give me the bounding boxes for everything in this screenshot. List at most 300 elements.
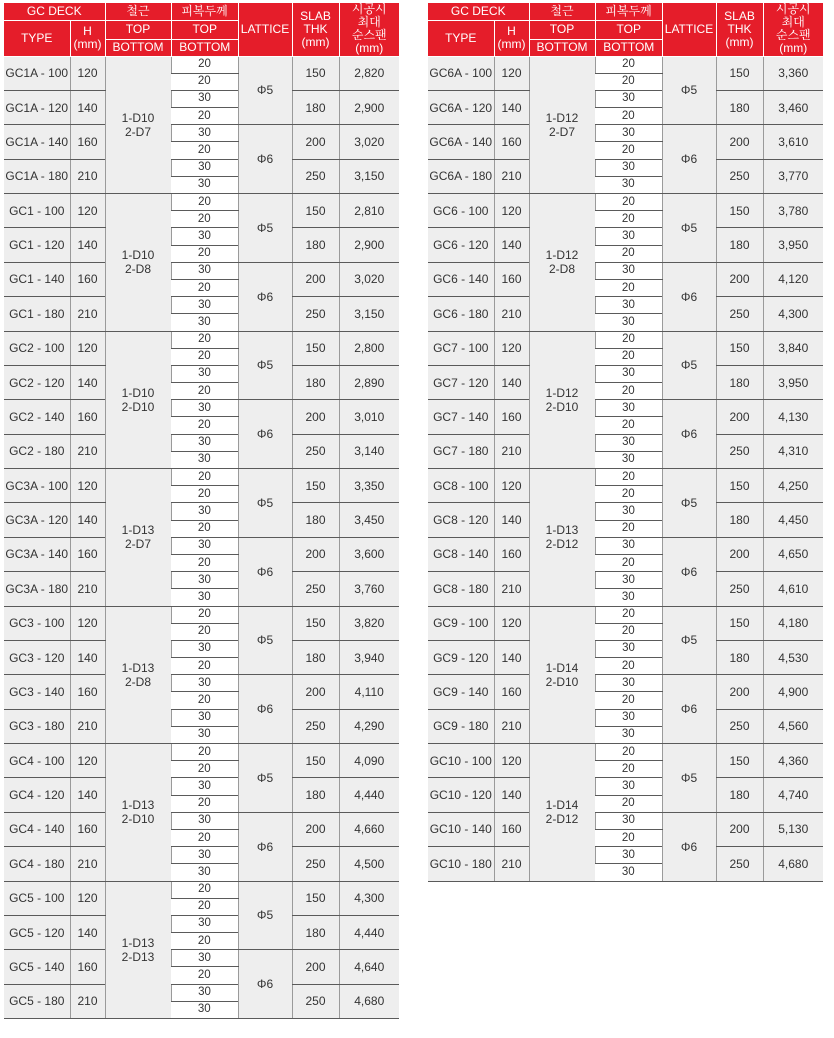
cell-slab-thk: 150: [292, 744, 339, 778]
cell-cover-top: 30: [595, 90, 662, 107]
cell-slab-thk: 180: [716, 228, 763, 262]
cell-height: 120: [494, 194, 529, 228]
cell-max-span: 2,820: [339, 56, 399, 90]
table-row: [4, 194, 399, 211]
cell-max-span: 3,950: [763, 365, 823, 399]
cell-slab-thk: 200: [716, 125, 763, 159]
header-text: GC DECK: [450, 3, 506, 18]
cell-max-span: 4,740: [763, 778, 823, 812]
cell-type: GC1A - 120: [4, 90, 70, 124]
cell-rebar: [529, 194, 595, 332]
cell-cover-bottom: 20: [171, 623, 238, 640]
cell-rebar: [529, 606, 595, 744]
cell-type: GC6A - 120: [428, 90, 494, 124]
cell-cover-bottom: 20: [171, 761, 238, 778]
cell-max-span: 4,250: [763, 469, 823, 503]
header-lattice: [238, 3, 292, 56]
header-text: GC DECK: [26, 3, 82, 18]
cell-type: GC3A - 100: [4, 469, 70, 503]
cell-type: GC2 - 100: [4, 331, 70, 365]
header-text: BOTTOM: [536, 40, 588, 54]
cell-height: 140: [494, 90, 529, 124]
cell-max-span: 4,440: [339, 915, 399, 949]
cell-height: 120: [70, 744, 105, 778]
cell-lattice: Φ5: [238, 194, 292, 263]
cell-slab-thk: 250: [716, 709, 763, 743]
cell-cover-bottom: 20: [595, 658, 662, 675]
cell-height: 210: [494, 297, 529, 331]
cell-type: GC3A - 180: [4, 572, 70, 606]
cell-max-span: 2,800: [339, 331, 399, 365]
cell-cover-top: 30: [171, 950, 238, 967]
rebar-bottom-value: 2-D12: [545, 812, 579, 827]
cell-height: 120: [494, 744, 529, 778]
cell-type: GC6A - 100: [428, 56, 494, 90]
table-row: [4, 606, 399, 623]
cell-slab-thk: 150: [292, 469, 339, 503]
header-rebar-top: [529, 20, 595, 39]
cell-type: GC7 - 120: [428, 365, 494, 399]
header-text: (mm): [725, 34, 754, 49]
cell-max-span: 4,180: [763, 606, 823, 640]
cell-lattice: Φ6: [238, 125, 292, 194]
cell-max-span: 3,460: [763, 90, 823, 124]
cell-height: 140: [494, 365, 529, 399]
cell-rebar: [105, 881, 171, 1019]
header-text: 철근: [126, 3, 150, 18]
cell-cover-bottom: 20: [171, 73, 238, 90]
cell-slab-thk: 200: [292, 950, 339, 984]
rebar-bottom-value: 2-D10: [545, 399, 579, 414]
cell-type: GC4 - 120: [4, 778, 70, 812]
cell-slab-thk: 180: [292, 503, 339, 537]
cell-height: 210: [70, 297, 105, 331]
cell-cover-top: 30: [171, 812, 238, 829]
cell-height: 160: [70, 950, 105, 984]
cell-lattice: Φ5: [662, 469, 716, 538]
header-text: BOTTOM: [179, 40, 231, 54]
table-row: [4, 400, 399, 417]
header-text: 철근: [550, 3, 574, 18]
cell-type: GC9 - 180: [428, 709, 494, 743]
cell-type: GC1 - 100: [4, 194, 70, 228]
cell-max-span: 4,650: [763, 537, 823, 571]
cell-type: GC1 - 180: [4, 297, 70, 331]
cell-type: GC6 - 100: [428, 194, 494, 228]
header-text: TYPE: [21, 30, 53, 45]
cell-lattice: Φ5: [662, 744, 716, 813]
cell-cover-bottom: 20: [595, 417, 662, 434]
header-h: [70, 20, 105, 56]
cell-type: GC3 - 100: [4, 606, 70, 640]
cell-lattice: Φ6: [238, 537, 292, 606]
cell-lattice: Φ6: [662, 262, 716, 331]
header-cover: [171, 3, 238, 20]
cell-height: 120: [70, 469, 105, 503]
cell-height: 210: [494, 159, 529, 193]
cell-type: GC10 - 120: [428, 778, 494, 812]
header-text: TOP: [192, 22, 217, 36]
cell-height: 140: [494, 640, 529, 674]
cell-slab-thk: 150: [716, 56, 763, 90]
table-body: [428, 56, 823, 881]
cell-slab-thk: 150: [292, 56, 339, 90]
cell-slab-thk: 200: [292, 537, 339, 571]
cell-slab-thk: 150: [716, 469, 763, 503]
table-row: [428, 675, 823, 692]
table-row: [428, 228, 823, 245]
cell-cover-bottom: 20: [171, 383, 238, 400]
cell-cover-bottom: 20: [595, 279, 662, 296]
cell-cover-top: 20: [595, 606, 662, 623]
header-slab-thk: [292, 3, 339, 56]
rebar-top-value: 1-D12: [545, 385, 579, 400]
cell-max-span: 4,440: [339, 778, 399, 812]
cell-type: GC3 - 120: [4, 640, 70, 674]
cell-cover-bottom: 20: [595, 623, 662, 640]
cell-slab-thk: 250: [716, 434, 763, 468]
cell-max-span: 3,150: [339, 297, 399, 331]
cell-cover-bottom: 30: [171, 451, 238, 468]
cell-max-span: 4,310: [763, 434, 823, 468]
cell-cover-top: 30: [595, 847, 662, 864]
cell-cover-top: 20: [595, 331, 662, 348]
cell-rebar: [529, 744, 595, 882]
table-row: [4, 434, 399, 451]
cell-cover-bottom: 30: [595, 451, 662, 468]
cell-cover-bottom: 20: [171, 245, 238, 262]
cell-type: GC3A - 140: [4, 537, 70, 571]
table-row: [428, 365, 823, 382]
cell-height: 140: [494, 503, 529, 537]
cell-cover-bottom: 20: [595, 554, 662, 571]
table-row: [428, 503, 823, 520]
header-text: TOP: [616, 22, 641, 36]
cell-max-span: 4,110: [339, 675, 399, 709]
cell-max-span: 3,770: [763, 159, 823, 193]
header-cover-bottom: [171, 39, 238, 56]
cell-slab-thk: 180: [716, 778, 763, 812]
rebar-bottom-value: 2-D8: [124, 262, 151, 277]
cell-slab-thk: 200: [292, 125, 339, 159]
cell-max-span: 4,680: [339, 984, 399, 1018]
cell-cover-top: 30: [171, 434, 238, 451]
cell-height: 140: [494, 778, 529, 812]
cell-max-span: 2,890: [339, 365, 399, 399]
cell-type: GC1A - 140: [4, 125, 70, 159]
cell-lattice: Φ6: [238, 262, 292, 331]
cell-height: 160: [494, 400, 529, 434]
cell-slab-thk: 250: [292, 847, 339, 881]
cell-slab-thk: 200: [716, 675, 763, 709]
cell-cover-bottom: 20: [171, 898, 238, 915]
header-slab-thk: [716, 3, 763, 56]
cell-height: 120: [70, 331, 105, 365]
cell-type: GC6A - 140: [428, 125, 494, 159]
header-text: 순스팬: [775, 28, 811, 43]
cell-height: 160: [494, 812, 529, 846]
table-row: [428, 778, 823, 795]
rebar-top-value: 1-D13: [121, 798, 155, 813]
cell-type: GC7 - 100: [428, 331, 494, 365]
cell-max-span: 4,120: [763, 262, 823, 296]
cell-slab-thk: 150: [292, 881, 339, 915]
table-row: [428, 262, 823, 279]
cell-type: GC8 - 140: [428, 537, 494, 571]
cell-height: 160: [70, 675, 105, 709]
cell-slab-thk: 200: [292, 675, 339, 709]
header-text: (mm): [301, 34, 330, 49]
cell-slab-thk: 250: [716, 159, 763, 193]
cell-type: GC8 - 100: [428, 469, 494, 503]
cell-max-span: 2,900: [339, 228, 399, 262]
cell-cover-top: 30: [171, 159, 238, 176]
rebar-top-value: 1-D13: [121, 523, 155, 538]
table-row: [428, 297, 823, 314]
rebar-bottom-value: 2-D7: [124, 124, 151, 139]
table-row: [428, 434, 823, 451]
rebar-bottom-value: 2-D7: [124, 537, 151, 552]
cell-lattice: Φ5: [238, 881, 292, 950]
cell-cover-bottom: 20: [171, 933, 238, 950]
cell-height: 210: [70, 572, 105, 606]
cell-cover-top: 30: [171, 400, 238, 417]
cell-cover-top: 30: [171, 847, 238, 864]
rebar-bottom-value: 2-D8: [124, 674, 151, 689]
cell-type: GC4 - 100: [4, 744, 70, 778]
table-row: [4, 950, 399, 967]
cell-type: GC9 - 100: [428, 606, 494, 640]
table-row: [4, 503, 399, 520]
rebar-bottom-value: 2-D10: [545, 674, 579, 689]
cell-height: 160: [494, 675, 529, 709]
cell-type: GC6 - 140: [428, 262, 494, 296]
cell-lattice: Φ5: [662, 606, 716, 675]
cell-cover-top: 30: [171, 778, 238, 795]
table-header: [4, 3, 399, 56]
header-text: THK: [303, 21, 328, 36]
cell-cover-bottom: 20: [171, 692, 238, 709]
cell-slab-thk: 180: [716, 503, 763, 537]
cell-cover-top: 30: [595, 812, 662, 829]
header-text: LATTICE: [664, 21, 714, 36]
cell-slab-thk: 180: [716, 365, 763, 399]
cell-slab-thk: 200: [292, 812, 339, 846]
cell-cover-bottom: 30: [595, 176, 662, 193]
cell-height: 140: [70, 640, 105, 674]
cell-cover-bottom: 20: [171, 108, 238, 125]
header-max-span: [763, 3, 823, 56]
header-text: (mm): [355, 41, 384, 56]
cell-cover-top: 30: [171, 365, 238, 382]
header-max-span: [339, 3, 399, 56]
cell-cover-bottom: 20: [171, 795, 238, 812]
cell-cover-top: 20: [171, 331, 238, 348]
table-row: [4, 744, 399, 761]
cell-cover-bottom: 20: [595, 73, 662, 90]
cell-cover-bottom: 20: [171, 829, 238, 846]
cell-lattice: Φ5: [238, 744, 292, 813]
cell-height: 140: [494, 228, 529, 262]
cell-cover-top: 30: [171, 503, 238, 520]
cell-cover-top: 20: [171, 881, 238, 898]
cell-cover-top: 30: [171, 262, 238, 279]
cell-max-span: 4,300: [339, 881, 399, 915]
header-text: 피복두께: [181, 3, 228, 18]
cell-type: GC5 - 100: [4, 881, 70, 915]
header-text: BOTTOM: [603, 40, 655, 54]
cell-type: GC5 - 180: [4, 984, 70, 1018]
cell-slab-thk: 180: [292, 778, 339, 812]
cell-max-span: 3,140: [339, 434, 399, 468]
cell-type: GC10 - 140: [428, 812, 494, 846]
cell-lattice: Φ6: [662, 812, 716, 881]
cell-slab-thk: 150: [292, 606, 339, 640]
cell-height: 140: [70, 915, 105, 949]
cell-cover-top: 30: [171, 90, 238, 107]
cell-cover-bottom: 20: [171, 658, 238, 675]
cell-cover-top: 30: [595, 159, 662, 176]
cell-height: 140: [70, 365, 105, 399]
cell-height: 160: [494, 262, 529, 296]
cell-type: GC8 - 120: [428, 503, 494, 537]
cell-max-span: 4,900: [763, 675, 823, 709]
cell-height: 210: [70, 984, 105, 1018]
cell-max-span: 3,010: [339, 400, 399, 434]
header-text: H: [507, 24, 516, 38]
rebar-bottom-value: 2-D12: [545, 537, 579, 552]
cell-height: 210: [494, 572, 529, 606]
cell-height: 140: [70, 778, 105, 812]
header-text: LATTICE: [240, 21, 290, 36]
cell-slab-thk: 250: [292, 984, 339, 1018]
cell-rebar: [105, 56, 171, 194]
cell-max-span: 4,360: [763, 744, 823, 778]
cell-slab-thk: 150: [716, 194, 763, 228]
cell-max-span: 4,090: [339, 744, 399, 778]
table-row: [428, 469, 823, 486]
cell-type: GC1 - 140: [4, 262, 70, 296]
rebar-top-value: 1-D10: [121, 110, 155, 125]
table-row: [428, 744, 823, 761]
rebar-bottom-value: 2-D13: [121, 949, 155, 964]
spec-table-1: [4, 3, 399, 1019]
rebar-bottom-value: 2-D7: [548, 124, 575, 139]
cell-slab-thk: 200: [716, 262, 763, 296]
header-text: 최대: [781, 15, 805, 30]
header-rebar: [529, 3, 595, 20]
cell-height: 140: [70, 228, 105, 262]
cell-cover-top: 30: [595, 640, 662, 657]
cell-cover-bottom: 20: [171, 142, 238, 159]
cell-max-span: 3,760: [339, 572, 399, 606]
cell-lattice: Φ5: [238, 56, 292, 125]
table-row: [4, 159, 399, 176]
cell-cover-bottom: 20: [595, 520, 662, 537]
header-text: SLAB: [724, 8, 755, 23]
table-row: [4, 56, 399, 73]
header-text: (mm): [779, 41, 808, 56]
cell-cover-top: 20: [595, 469, 662, 486]
cell-cover-top: 30: [595, 228, 662, 245]
rebar-top-value: 1-D13: [121, 660, 155, 675]
cell-height: 120: [494, 56, 529, 90]
cell-max-span: 4,450: [763, 503, 823, 537]
rebar-top-value: 1-D14: [545, 798, 579, 813]
cell-cover-bottom: 30: [171, 1001, 238, 1018]
cell-max-span: 4,530: [763, 640, 823, 674]
table-row: [4, 297, 399, 314]
table-body: [4, 56, 399, 1019]
cell-slab-thk: 180: [292, 365, 339, 399]
cell-lattice: Φ6: [662, 125, 716, 194]
cell-height: 120: [70, 606, 105, 640]
table-row: [4, 675, 399, 692]
cell-type: GC9 - 120: [428, 640, 494, 674]
header-text: TOP: [549, 22, 575, 36]
cell-rebar: [105, 469, 171, 607]
cell-lattice: Φ6: [238, 675, 292, 744]
cell-cover-bottom: 20: [595, 486, 662, 503]
cell-cover-top: 30: [171, 640, 238, 657]
cell-max-span: 3,940: [339, 640, 399, 674]
header-text: 최대: [357, 15, 381, 30]
cell-height: 160: [494, 537, 529, 571]
table-row: [428, 812, 823, 829]
cell-max-span: 3,020: [339, 125, 399, 159]
table-row: [428, 125, 823, 142]
cell-max-span: 4,500: [339, 847, 399, 881]
cell-cover-top: 30: [595, 537, 662, 554]
cell-cover-top: 30: [595, 503, 662, 520]
cell-height: 120: [494, 606, 529, 640]
cell-cover-top: 30: [595, 262, 662, 279]
table-row: [4, 778, 399, 795]
cell-cover-top: 20: [171, 56, 238, 73]
cell-height: 160: [70, 262, 105, 296]
cell-cover-bottom: 20: [595, 795, 662, 812]
cell-cover-top: 30: [171, 709, 238, 726]
cell-height: 160: [70, 400, 105, 434]
cell-slab-thk: 200: [716, 537, 763, 571]
cell-slab-thk: 200: [716, 812, 763, 846]
table-row: [4, 984, 399, 1001]
rebar-top-value: 1-D12: [545, 248, 579, 263]
cell-height: 160: [70, 812, 105, 846]
cell-lattice: Φ5: [662, 331, 716, 400]
rebar-top-value: 1-D10: [121, 248, 155, 263]
cell-cover-bottom: 30: [171, 864, 238, 881]
cell-height: 120: [494, 469, 529, 503]
header-type: [428, 20, 494, 56]
cell-slab-thk: 150: [716, 606, 763, 640]
table-row: [4, 572, 399, 589]
table-row: [428, 400, 823, 417]
cell-cover-top: 20: [171, 469, 238, 486]
cell-slab-thk: 250: [292, 159, 339, 193]
cell-height: 210: [494, 709, 529, 743]
cell-lattice: Φ6: [238, 950, 292, 1019]
rebar-top-value: 1-D13: [121, 935, 155, 950]
cell-cover-bottom: 30: [595, 726, 662, 743]
cell-lattice: Φ5: [238, 606, 292, 675]
cell-height: 210: [70, 434, 105, 468]
table-row: [4, 640, 399, 657]
header-text: SLAB: [300, 8, 331, 23]
table-row: [4, 365, 399, 382]
table-row: [428, 847, 823, 864]
table-row: [428, 572, 823, 589]
